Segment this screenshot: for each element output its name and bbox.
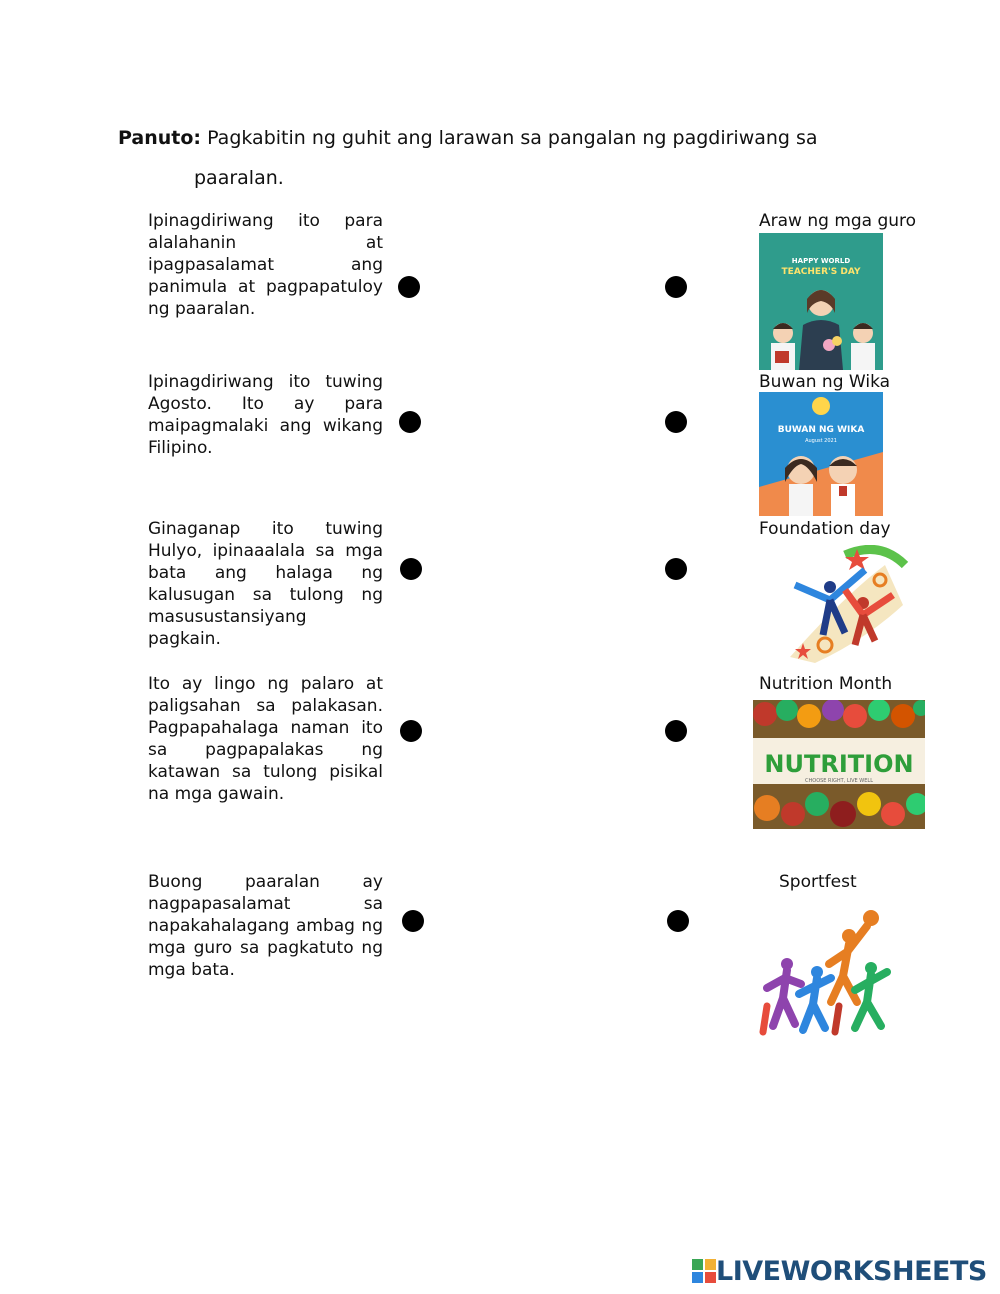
description-5: Buong paaralan ay nagpapasalamat sa napakahalagang ambag ng mga guro sa pagkatuto ng mga bata. — [148, 872, 383, 980]
right-connector-dot-4[interactable] — [665, 720, 687, 742]
sportfest-image — [759, 906, 897, 1036]
instructions-text-continued: paaralan. — [194, 167, 284, 189]
buwan-ng-wika-sub: August 2021 — [805, 438, 837, 444]
label-araw-ng-mga-guro: Araw ng mga guro — [759, 211, 917, 231]
instructions-text: Pagkabitin ng guhit ang larawan sa pangalan ng pagdiriwang sa — [207, 127, 818, 149]
left-connector-dot-5[interactable] — [402, 910, 424, 932]
description-1: Ipinagdiriwang ito para alalahanin at ipagpasalamat ang panimula at pagpapatuloy ng paaralan. — [148, 211, 383, 319]
left-connector-dot-4[interactable] — [400, 720, 422, 742]
right-connector-dot-2[interactable] — [665, 411, 687, 433]
left-connector-dot-2[interactable] — [399, 411, 421, 433]
nutrition-title: NUTRITION — [764, 750, 914, 778]
description-3: Ginaganap ito tuwing Hulyo, ipinaaalala sa mga bata ang halaga ng kalusugan sa tulong ng masusustansiyang pagkain. — [148, 519, 383, 649]
left-connector-dot-3[interactable] — [400, 558, 422, 580]
instructions-label: Panuto: — [118, 127, 202, 149]
buwan-ng-wika-image — [759, 392, 883, 516]
liveworksheets-logo — [692, 1256, 987, 1286]
teachers-day-line2: TEACHER'S DAY — [781, 267, 861, 277]
label-buwan-ng-wika: Buwan ng Wika — [759, 372, 891, 392]
right-connector-dot-3[interactable] — [665, 558, 687, 580]
instructions — [118, 118, 878, 198]
foundation-day-image — [785, 545, 910, 665]
nutrition-tagline: CHOOSE RIGHT, LIVE WELL — [805, 778, 873, 784]
teachers-day-image — [759, 233, 883, 370]
liveworksheets-brand: LIVEWORKSHEETS — [716, 1255, 987, 1287]
label-sportfest: Sportfest — [779, 872, 857, 892]
right-connector-dot-1[interactable] — [665, 276, 687, 298]
description-2: Ipinagdiriwang ito tuwing Agosto. Ito ay para maipagmalaki ang wikang Filipino. — [148, 372, 383, 458]
liveworksheets-logo-icon — [692, 1259, 716, 1283]
left-connector-dot-1[interactable] — [398, 276, 420, 298]
label-nutrition-month: Nutrition Month — [759, 674, 893, 694]
label-foundation-day: Foundation day — [759, 519, 891, 539]
description-4: Ito ay lingo ng palaro at paligsahan sa palakasan. Pagpapahalaga naman ito sa pagpapalakas ng katawan sa tulong pisikal na mga gawain. — [148, 674, 383, 804]
teachers-day-line1: HAPPY WORLD — [791, 257, 851, 265]
buwan-ng-wika-title: BUWAN NG WIKA — [777, 425, 865, 435]
nutrition-image — [753, 700, 925, 829]
right-connector-dot-5[interactable] — [667, 910, 689, 932]
